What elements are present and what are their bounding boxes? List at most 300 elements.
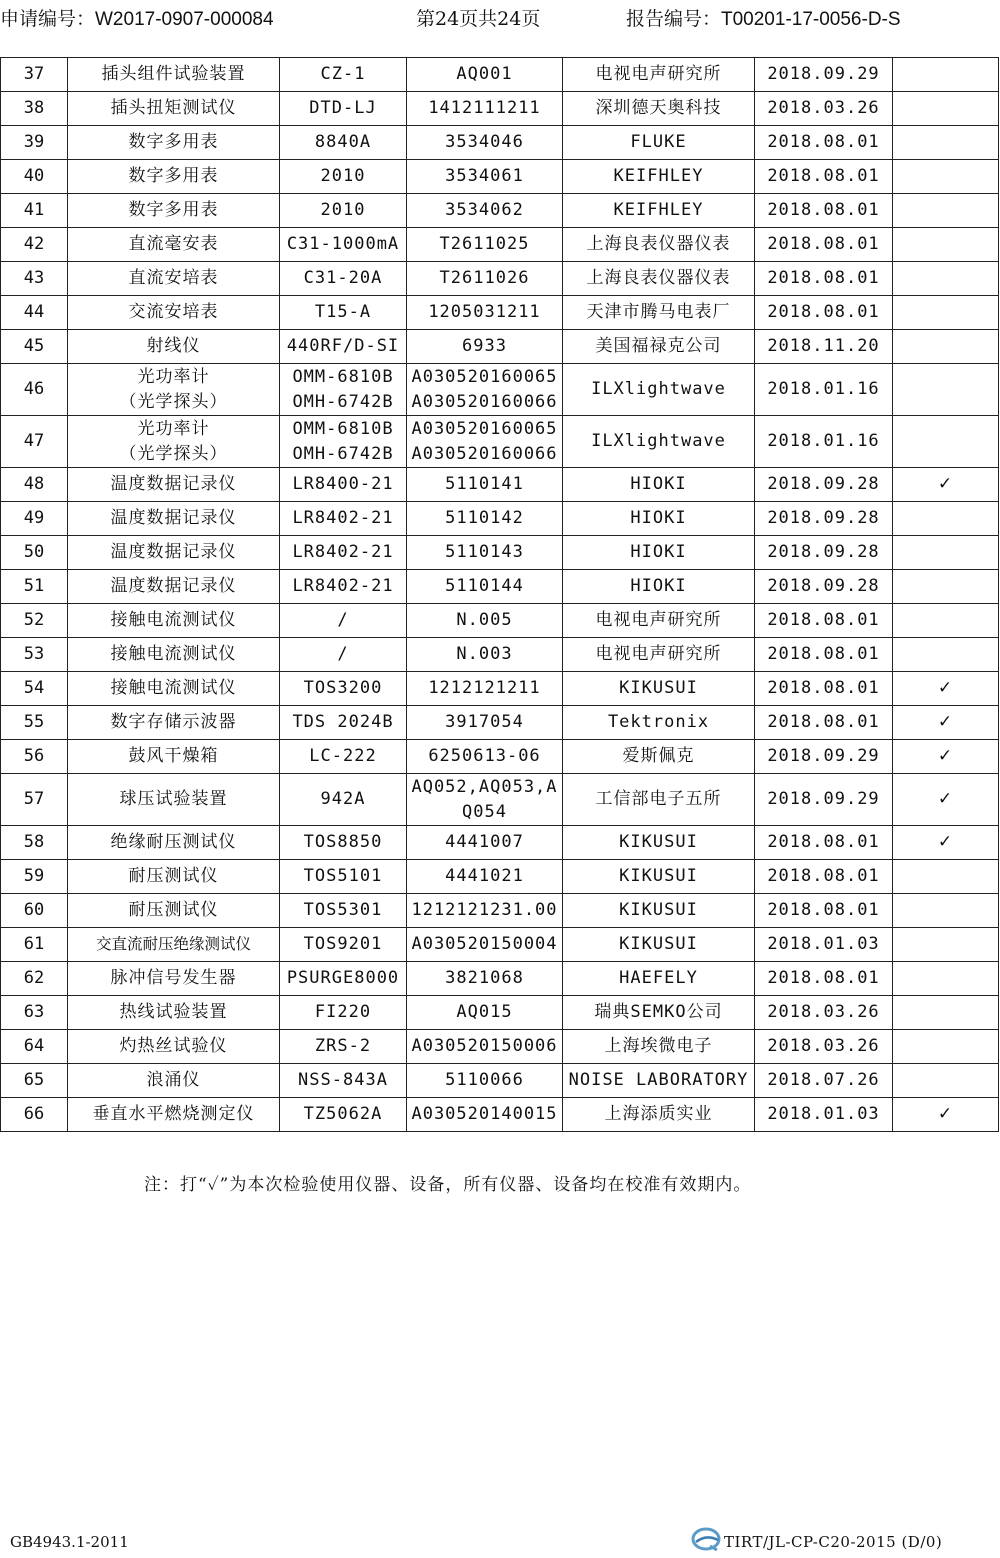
cell-number: [1, 996, 68, 1030]
cell-used-mark-text: ✓: [937, 712, 954, 732]
cell-used-mark: [893, 228, 999, 262]
table-row: [1, 774, 999, 826]
cell-number: [1, 774, 68, 826]
page-indicator: 第24页共24页: [416, 8, 541, 30]
cell-equipment-name-text: 脉冲信号发生器: [110, 968, 237, 988]
table-row: [1, 416, 999, 468]
cell-used-mark: [893, 996, 999, 1030]
cell-manufacturer-text: ILXlightwave: [591, 431, 726, 451]
cell-equipment-name-text: 鼓风干燥箱: [128, 746, 219, 766]
cell-manufacturer: [563, 92, 755, 126]
cell-equipment-name-text: 插头组件试验装置: [101, 64, 246, 84]
cell-serial-number-text: A030520150006: [411, 1036, 558, 1056]
cell-manufacturer: [563, 330, 755, 364]
cell-serial-number-text: AQ001: [456, 64, 513, 84]
cell-calibration-date: [755, 126, 893, 160]
cell-model-text: FI220: [314, 1002, 372, 1022]
cell-used-mark-text: ✓: [937, 832, 954, 852]
cell-used-mark-text: ✓: [937, 678, 954, 698]
cell-model-text: OMM-6810B: [292, 366, 394, 387]
cell-serial-number-text: 5110143: [445, 542, 524, 562]
cell-serial-number: [407, 1030, 563, 1064]
cell-number-text: 42: [23, 234, 45, 254]
cell-calibration-date: [755, 774, 893, 826]
cell-equipment-name-text: 接触电流测试仪: [110, 644, 237, 664]
cell-used-mark-text: ✓: [937, 474, 954, 494]
cell-used-mark: [893, 296, 999, 330]
cell-used-mark: [893, 92, 999, 126]
cell-calibration-date-text: 2018.09.28: [767, 474, 880, 494]
cell-number: [1, 1030, 68, 1064]
cell-calibration-date: [755, 638, 893, 672]
cell-number-text: 58: [23, 832, 45, 852]
cell-calibration-date: [755, 468, 893, 502]
application-number: 申请编号：W2017-0907-000084: [0, 9, 274, 30]
table-row: [1, 962, 999, 996]
cell-number-text: 51: [23, 576, 45, 596]
cell-number-text: 47: [23, 431, 45, 451]
cell-equipment-name-text: 交流安培表: [128, 302, 219, 322]
cell-equipment-name: [68, 706, 280, 740]
cell-manufacturer: [563, 672, 755, 706]
cell-equipment-name: [68, 262, 280, 296]
cell-number: [1, 468, 68, 502]
cell-model: [280, 860, 407, 894]
cell-calibration-date-text: 2018.09.28: [767, 508, 880, 528]
cell-used-mark: [893, 570, 999, 604]
cell-equipment-name: [68, 570, 280, 604]
cell-manufacturer-text: 电视电声研究所: [595, 64, 722, 84]
cell-calibration-date: [755, 962, 893, 996]
cell-manufacturer-text: KEIFHLEY: [613, 166, 704, 186]
cell-model-text: T15-A: [314, 302, 372, 322]
cell-equipment-name: [68, 92, 280, 126]
cell-equipment-name-line2: （光学探头）: [119, 391, 228, 412]
cell-calibration-date: [755, 364, 893, 416]
cell-used-mark: [893, 928, 999, 962]
cell-used-mark: [893, 364, 999, 416]
cell-manufacturer: [563, 502, 755, 536]
cell-number: [1, 706, 68, 740]
table-row: [1, 860, 999, 894]
cell-model-text: ZRS-2: [314, 1036, 372, 1056]
cell-number: [1, 962, 68, 996]
cell-serial-number-text: 5110144: [445, 576, 524, 596]
cell-manufacturer: [563, 160, 755, 194]
cell-serial-number: [407, 92, 563, 126]
cell-serial-number-text: 4441007: [445, 832, 524, 852]
cell-model-text: PSURGE8000: [286, 968, 400, 988]
cell-manufacturer-text: 电视电声研究所: [595, 644, 722, 664]
cell-used-mark: [893, 706, 999, 740]
cell-used-mark-text: ✓: [937, 746, 954, 766]
cell-model-text: C31-1000mA: [286, 234, 400, 254]
cell-equipment-name: [68, 638, 280, 672]
cell-serial-number: [407, 502, 563, 536]
cell-manufacturer: [563, 58, 755, 92]
cell-equipment-name-text: 接触电流测试仪: [110, 678, 237, 698]
cell-manufacturer-text: 上海埃微电子: [604, 1036, 713, 1056]
cell-model: [280, 962, 407, 996]
cell-serial-number: [407, 228, 563, 262]
cell-calibration-date: [755, 604, 893, 638]
table-row: [1, 740, 999, 774]
cell-number: [1, 638, 68, 672]
cell-calibration-date-text: 2018.11.20: [767, 336, 880, 356]
cell-equipment-name: [68, 160, 280, 194]
cell-number: [1, 160, 68, 194]
cell-model: [280, 92, 407, 126]
cell-equipment-name: [68, 502, 280, 536]
cell-manufacturer-text: 瑞典SEMKO公司: [594, 1002, 723, 1022]
cell-number: [1, 604, 68, 638]
cell-manufacturer-text: HIOKI: [630, 542, 687, 562]
cell-equipment-name: [68, 228, 280, 262]
cell-used-mark: [893, 894, 999, 928]
cell-equipment-name-text: 浪涌仪: [146, 1070, 201, 1090]
cell-serial-number-text: 6250613-06: [428, 746, 541, 766]
cell-calibration-date-text: 2018.09.29: [767, 789, 880, 809]
cell-number: [1, 826, 68, 860]
cell-equipment-name: [68, 1064, 280, 1098]
cell-serial-number: [407, 126, 563, 160]
cell-serial-number: [407, 364, 563, 416]
cell-manufacturer-text: KIKUSUI: [619, 678, 698, 698]
cell-serial-number-text: 1205031211: [428, 302, 541, 322]
cell-number-text: 38: [23, 98, 45, 118]
cell-serial-number: [407, 1098, 563, 1132]
cell-used-mark: [893, 826, 999, 860]
cell-calibration-date: [755, 928, 893, 962]
cell-manufacturer: [563, 638, 755, 672]
cell-serial-number: [407, 706, 563, 740]
cell-used-mark: [893, 638, 999, 672]
cell-calibration-date: [755, 706, 893, 740]
cell-number-text: 54: [23, 678, 45, 698]
cell-manufacturer: [563, 262, 755, 296]
cell-model-text: TOS5301: [303, 900, 383, 920]
cell-manufacturer-text: 爱斯佩克: [622, 746, 695, 766]
cell-manufacturer: [563, 468, 755, 502]
cell-number: [1, 860, 68, 894]
cell-serial-number: [407, 672, 563, 706]
cell-equipment-name: [68, 672, 280, 706]
cell-calibration-date: [755, 92, 893, 126]
cell-manufacturer-text: 天津市腾马电表厂: [586, 302, 731, 322]
table-row: [1, 92, 999, 126]
cell-calibration-date: [755, 296, 893, 330]
cell-serial-number: [407, 740, 563, 774]
cell-manufacturer-text: Tektronix: [607, 712, 710, 732]
cell-equipment-name: [68, 416, 280, 468]
cell-serial-number: [407, 996, 563, 1030]
cell-manufacturer-text: NOISE LABORATORY: [568, 1070, 749, 1090]
cell-equipment-name-text: 直流毫安表: [128, 234, 219, 254]
cell-serial-number-text: 3917054: [445, 712, 524, 732]
cell-used-mark: [893, 774, 999, 826]
cell-model-text: LC-222: [309, 746, 377, 766]
cell-serial-number-text: T2611025: [439, 234, 530, 254]
cell-number-text: 48: [23, 474, 45, 494]
cell-equipment-name-text: 数字多用表: [128, 166, 219, 186]
cell-calibration-date-text: 2018.03.26: [767, 98, 880, 118]
cell-used-mark: [893, 502, 999, 536]
cell-equipment-name: [68, 126, 280, 160]
cell-model-text: OMM-6810B: [292, 418, 394, 439]
cell-serial-number: [407, 194, 563, 228]
cell-equipment-name: [68, 330, 280, 364]
cell-model: [280, 126, 407, 160]
cell-serial-number: [407, 604, 563, 638]
cell-model: [280, 502, 407, 536]
cell-calibration-date: [755, 996, 893, 1030]
cell-serial-number-text: 1412111211: [428, 98, 541, 118]
cell-model: [280, 672, 407, 706]
cell-model-text: 2010: [320, 166, 366, 186]
cell-serial-number-line2: Q054: [462, 801, 507, 822]
cell-calibration-date-text: 2018.08.01: [767, 678, 880, 698]
cell-calibration-date-text: 2018.01.16: [767, 431, 880, 451]
cell-serial-number-text: 3534061: [445, 166, 524, 186]
cell-serial-number: [407, 894, 563, 928]
cell-number: [1, 228, 68, 262]
cell-calibration-date-text: 2018.07.26: [767, 1070, 880, 1090]
cell-equipment-name: [68, 296, 280, 330]
cell-model-text: /: [337, 644, 349, 664]
cell-calibration-date: [755, 160, 893, 194]
cell-calibration-date: [755, 740, 893, 774]
cell-used-mark: [893, 58, 999, 92]
cell-calibration-date-text: 2018.01.03: [767, 1104, 880, 1124]
cell-model-text: TOS3200: [303, 678, 383, 698]
cell-number: [1, 58, 68, 92]
cell-number-text: 45: [23, 336, 45, 356]
cell-equipment-name: [68, 928, 280, 962]
cell-number-text: 52: [23, 610, 45, 630]
cell-model: [280, 330, 407, 364]
cell-model: [280, 364, 407, 416]
cell-serial-number-text: AQ052,AQ053,A: [411, 776, 558, 797]
cell-equipment-name-text: 数字多用表: [128, 132, 219, 152]
cell-serial-number-text: N.005: [456, 610, 513, 630]
cell-model-text: LR8402-21: [292, 542, 394, 562]
cell-model: [280, 740, 407, 774]
cell-equipment-name: [68, 536, 280, 570]
table-row: [1, 262, 999, 296]
cell-equipment-name-text: 光功率计: [137, 418, 210, 439]
cell-equipment-name: [68, 740, 280, 774]
cell-model-text: TZ5062A: [303, 1104, 383, 1124]
cell-serial-number: [407, 58, 563, 92]
cell-model-text: LR8400-21: [292, 474, 394, 494]
cell-number-text: 65: [23, 1070, 45, 1090]
cell-manufacturer-text: HIOKI: [630, 576, 687, 596]
cell-model: [280, 160, 407, 194]
cell-manufacturer-text: 深圳德天奥科技: [595, 98, 722, 118]
standard-number: GB4943.1-2011: [10, 1533, 129, 1551]
cell-serial-number: [407, 638, 563, 672]
cell-manufacturer: [563, 706, 755, 740]
cell-number: [1, 262, 68, 296]
cell-equipment-name-text: 灼热丝试验仪: [119, 1036, 228, 1056]
cell-manufacturer-text: HAEFELY: [619, 968, 698, 988]
table-row: [1, 58, 999, 92]
cell-calibration-date-text: 2018.08.01: [767, 234, 880, 254]
cell-manufacturer-text: ILXlightwave: [591, 379, 726, 399]
cell-serial-number-text: 3821068: [445, 968, 524, 988]
cell-manufacturer: [563, 1098, 755, 1132]
cell-serial-number: [407, 296, 563, 330]
cell-serial-number-text: N.003: [456, 644, 513, 664]
cell-number: [1, 364, 68, 416]
cell-calibration-date-text: 2018.03.26: [767, 1002, 880, 1022]
cell-equipment-name: [68, 468, 280, 502]
cell-serial-number: [407, 330, 563, 364]
cell-model-text: 440RF/D-SI: [286, 336, 400, 356]
cell-manufacturer: [563, 126, 755, 160]
cell-model-text: NSS-843A: [298, 1070, 388, 1090]
cell-model: [280, 894, 407, 928]
cell-calibration-date: [755, 1030, 893, 1064]
cell-equipment-name-text: 直流安培表: [128, 268, 219, 288]
cell-manufacturer-text: 工信部电子五所: [595, 789, 722, 809]
cell-equipment-name-text: 交直流耐压绝缘测试仪: [95, 935, 251, 953]
cell-equipment-name: [68, 1030, 280, 1064]
cell-number-text: 46: [23, 379, 45, 399]
cell-calibration-date: [755, 194, 893, 228]
cell-equipment-name: [68, 996, 280, 1030]
cell-number: [1, 126, 68, 160]
table-row: [1, 570, 999, 604]
cell-number: [1, 502, 68, 536]
cell-calibration-date-text: 2018.09.29: [767, 64, 880, 84]
cell-manufacturer-text: 上海良表仪器仪表: [586, 268, 731, 288]
cell-model: [280, 928, 407, 962]
cell-number-text: 41: [23, 200, 45, 220]
cell-number-text: 66: [23, 1104, 45, 1124]
cell-serial-number: [407, 416, 563, 468]
cell-manufacturer-text: HIOKI: [630, 508, 687, 528]
table-row: [1, 1098, 999, 1132]
cell-manufacturer: [563, 996, 755, 1030]
cell-used-mark: [893, 262, 999, 296]
cell-number: [1, 416, 68, 468]
cell-serial-number-line2: A030520160066: [411, 443, 558, 464]
cell-calibration-date: [755, 228, 893, 262]
cell-calibration-date: [755, 672, 893, 706]
table-row: [1, 826, 999, 860]
table-note: 注：打“✓”为本次检验使用仪器、设备，所有仪器、设备均在校准有效期内。: [144, 1175, 752, 1195]
cell-manufacturer-text: KIKUSUI: [619, 832, 698, 852]
cell-manufacturer: [563, 740, 755, 774]
cell-model: [280, 468, 407, 502]
cell-number-text: 40: [23, 166, 45, 186]
cell-manufacturer: [563, 296, 755, 330]
cell-equipment-name-text: 热线试验装置: [119, 1002, 228, 1022]
cell-equipment-name-text: 温度数据记录仪: [110, 542, 237, 562]
cell-number: [1, 928, 68, 962]
cell-manufacturer-text: 上海添质实业: [604, 1104, 713, 1124]
cell-serial-number-text: 5110142: [445, 508, 524, 528]
cell-serial-number-text: A030520140015: [411, 1104, 558, 1124]
form-number: TIRT/JL-CP-C20-2015 (D/0): [724, 1533, 943, 1551]
cell-manufacturer-text: 电视电声研究所: [595, 610, 722, 630]
cell-model: [280, 416, 407, 468]
equipment-table: [0, 57, 999, 1132]
table-row: [1, 536, 999, 570]
cell-equipment-name-text: 耐压测试仪: [128, 866, 219, 886]
cell-model: [280, 1030, 407, 1064]
cell-calibration-date: [755, 894, 893, 928]
cell-model: [280, 58, 407, 92]
cell-manufacturer: [563, 364, 755, 416]
table-row: [1, 672, 999, 706]
table-row: [1, 468, 999, 502]
cell-calibration-date: [755, 536, 893, 570]
cell-model: [280, 296, 407, 330]
table-row: [1, 638, 999, 672]
cell-manufacturer: [563, 570, 755, 604]
cell-equipment-name: [68, 58, 280, 92]
cell-calibration-date: [755, 262, 893, 296]
cell-number-text: 37: [23, 64, 45, 84]
cell-equipment-name-text: 温度数据记录仪: [110, 474, 237, 494]
cell-used-mark: [893, 604, 999, 638]
cell-number-text: 64: [23, 1036, 45, 1056]
cell-model: [280, 570, 407, 604]
cell-equipment-name-text: 温度数据记录仪: [110, 576, 237, 596]
cell-equipment-name-text: 插头扭矩测试仪: [110, 98, 237, 118]
cell-number-text: 49: [23, 508, 45, 528]
cell-manufacturer: [563, 194, 755, 228]
cell-model-text: TOS9201: [303, 934, 383, 954]
cell-used-mark: [893, 860, 999, 894]
cell-serial-number-text: 1212121231.00: [411, 900, 558, 920]
cell-number-text: 50: [23, 542, 45, 562]
table-row: [1, 706, 999, 740]
cell-model-text: DTD-LJ: [309, 98, 377, 118]
cell-used-mark: [893, 1030, 999, 1064]
cell-calibration-date-text: 2018.01.03: [767, 934, 880, 954]
cell-serial-number: [407, 962, 563, 996]
cell-used-mark: [893, 740, 999, 774]
cell-model-text: 942A: [320, 789, 366, 809]
table-row: [1, 996, 999, 1030]
cell-used-mark: [893, 536, 999, 570]
cell-manufacturer: [563, 860, 755, 894]
cell-number-text: 57: [23, 789, 45, 809]
table-row: [1, 894, 999, 928]
cell-used-mark: [893, 962, 999, 996]
cell-model-text: LR8402-21: [292, 576, 394, 596]
cell-serial-number: [407, 468, 563, 502]
cell-serial-number-text: 3534062: [445, 200, 524, 220]
cell-number-text: 63: [23, 1002, 45, 1022]
cell-used-mark: [893, 468, 999, 502]
cell-model: [280, 194, 407, 228]
cell-used-mark: [893, 672, 999, 706]
cell-calibration-date-text: 2018.08.01: [767, 644, 880, 664]
cell-equipment-name: [68, 962, 280, 996]
cell-equipment-name-line2: （光学探头）: [119, 443, 228, 464]
cell-serial-number: [407, 928, 563, 962]
cell-serial-number: [407, 262, 563, 296]
table-row: [1, 928, 999, 962]
cell-manufacturer-text: HIOKI: [630, 474, 687, 494]
cell-used-mark: [893, 160, 999, 194]
cell-serial-number: [407, 860, 563, 894]
cell-equipment-name: [68, 604, 280, 638]
